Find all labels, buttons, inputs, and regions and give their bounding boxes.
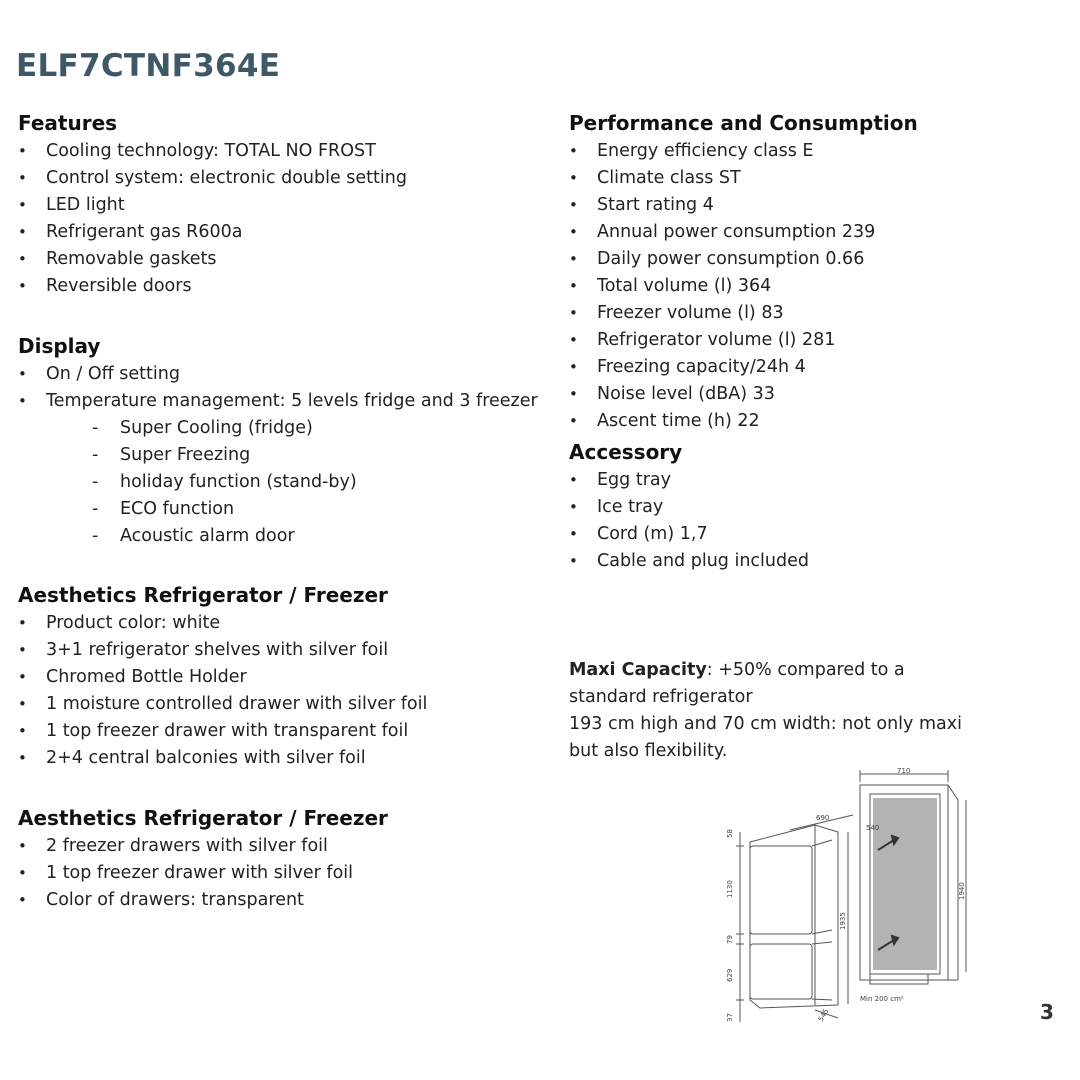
- accessory-section: [569, 437, 1039, 575]
- dim-1130: 1130: [726, 880, 734, 898]
- display-section: [18, 331, 563, 550]
- list-item: • Refrigerant gas R600a: [18, 219, 563, 246]
- page-title: ELF7CTNF364E: [16, 48, 281, 84]
- list-item: • Reversible doors: [18, 273, 563, 300]
- list-item: • Cooling technology: TOTAL NO FROST: [18, 138, 563, 165]
- list-item: • Ascent time (h) 22: [569, 408, 1039, 435]
- aesthetics-heading-1: Aesthetics Refrigerator / Freezer: [18, 583, 388, 607]
- dim-690: 690: [816, 814, 830, 822]
- list-item: • Noise level (dBA) 33: [569, 381, 1039, 408]
- list-item: • Cable and plug included: [569, 548, 1039, 575]
- list-item: • Refrigerator volume (l) 281: [569, 327, 1039, 354]
- list-item: • 1 top freezer drawer with transparent foil: [18, 718, 563, 745]
- sub-list-item: - Super Freezing: [18, 442, 563, 469]
- list-item: • Freezing capacity/24h 4: [569, 354, 1039, 381]
- maxi-line-3: 193 cm high and 70 cm width: not only maxi: [569, 714, 962, 734]
- sub-list-item: - Acoustic alarm door: [18, 523, 563, 550]
- aesthetics-section-2: [18, 803, 563, 914]
- list-item: • Freezer volume (l) 83: [569, 300, 1039, 327]
- fridge-door: [750, 846, 812, 934]
- list-item: • Ice tray: [569, 494, 1039, 521]
- list-item: • Cord (m) 1,7: [569, 521, 1039, 548]
- maxi-line-1: [569, 657, 1039, 684]
- dim-710: 710: [897, 767, 911, 775]
- list-item: • Temperature management: 5 levels fridge and 3 freezer: [18, 388, 563, 415]
- list-item: • 1 top freezer drawer with silver foil: [18, 860, 563, 887]
- list-item: • Daily power consumption 0.66: [569, 246, 1039, 273]
- page-number: 3: [1040, 1000, 1054, 1024]
- vent-grille: [870, 974, 928, 984]
- list-item: • Energy efficiency class E: [569, 138, 1039, 165]
- list-item: • 3+1 refrigerator shelves with silver foil: [18, 637, 563, 664]
- features-section: [18, 108, 563, 300]
- freezer-door: [750, 944, 812, 999]
- list-item: • 2 freezer drawers with silver foil: [18, 833, 563, 860]
- maxi-line-1-text: : +50% compared to a: [706, 660, 905, 680]
- sub-list-item: - ECO function: [18, 496, 563, 523]
- list-item: • 2+4 central balconies with silver foil: [18, 745, 563, 772]
- list-item: • Climate class ST: [569, 165, 1039, 192]
- list-item: • Total volume (l) 364: [569, 273, 1039, 300]
- list-item: • Chromed Bottle Holder: [18, 664, 563, 691]
- display-list: [18, 361, 563, 415]
- aesthetics-list-1: [18, 610, 563, 772]
- dim-629: 629: [726, 968, 734, 982]
- right-column: [569, 108, 1039, 575]
- maxi-capacity-text: [569, 657, 1039, 765]
- list-item: • Removable gaskets: [18, 246, 563, 273]
- list-item: • Color of drawers: transparent: [18, 887, 563, 914]
- left-column: [18, 108, 563, 914]
- dim-58: 58: [726, 829, 734, 838]
- accessory-heading: Accessory: [569, 440, 683, 464]
- sub-list-item: - Super Cooling (fridge): [18, 415, 563, 442]
- maxi-line-2: standard refrigerator: [569, 687, 753, 707]
- aesthetics-list-2: [18, 833, 563, 914]
- aesthetics-heading-2: Aesthetics Refrigerator / Freezer: [18, 806, 388, 830]
- list-item: • Start rating 4: [569, 192, 1039, 219]
- display-heading: Display: [18, 334, 101, 358]
- dim-1940: 1940: [958, 882, 966, 900]
- maxi-line-4: but also flexibility.: [569, 741, 728, 761]
- features-list: [18, 138, 563, 300]
- dim-545: 545: [816, 1007, 831, 1023]
- niche-shading: [873, 798, 937, 970]
- features-heading: Features: [18, 111, 118, 135]
- dimension-drawing: [720, 760, 980, 1035]
- list-item: • Egg tray: [569, 467, 1039, 494]
- list-item: • On / Off setting: [18, 361, 563, 388]
- dim-1935: 1935: [839, 912, 847, 930]
- dim-min-vent: Min 200 cm²: [860, 995, 904, 1003]
- performance-heading: Performance and Consumption: [569, 111, 918, 135]
- aesthetics-section-1: [18, 580, 563, 772]
- accessory-list: [569, 467, 1039, 575]
- display-sublist: [18, 415, 563, 550]
- maxi-label: Maxi Capacity: [569, 660, 707, 680]
- list-item: • Control system: electronic double setting: [18, 165, 563, 192]
- list-item: • Annual power consumption 239: [569, 219, 1039, 246]
- sub-list-item: - holiday function (stand-by): [18, 469, 563, 496]
- dim-79: 79: [726, 935, 734, 944]
- performance-section: [569, 108, 1039, 435]
- list-item: • LED light: [18, 192, 563, 219]
- list-item: • Product color: white: [18, 610, 563, 637]
- dim-37: 37: [726, 1013, 734, 1022]
- list-item: • 1 moisture controlled drawer with silver foil: [18, 691, 563, 718]
- appliance-body-outline: [750, 825, 838, 1008]
- dim-540: 540: [866, 824, 880, 832]
- performance-list: [569, 138, 1039, 435]
